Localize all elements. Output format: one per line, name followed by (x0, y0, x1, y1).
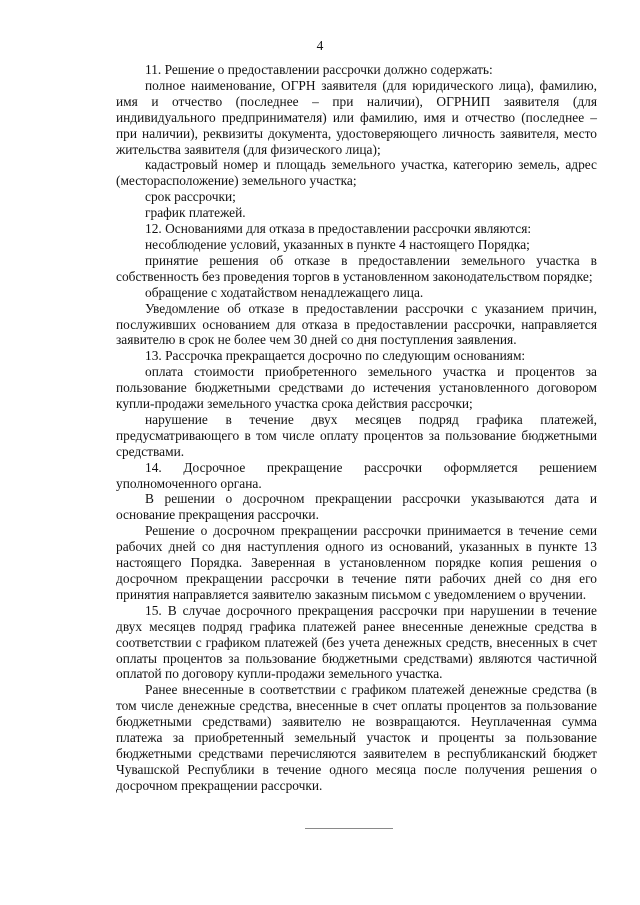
paragraph-11-heading: 11. Решение о предоставлении рассрочки должно содержать: (145, 62, 493, 77)
paragraph-11-item-term: срок рассрочки; (145, 189, 236, 205)
paragraph-14-decision: Решение о досрочном прекращении рассрочки принимается в течение семи рабочих дней со дня наступления одного из оснований, указанных в пункте 13 настоящего Порядка. Заверенная в установленном порядке копия решения о досрочном прекращении рассрочки в течение пяти рабочих дней со дня его принятия направляется заявителю заказным письмом с уведомлением о вручении. (116, 523, 597, 602)
paragraph-12-item-improper: обращение с ходатайством ненадлежащего лица. (145, 284, 424, 300)
paragraph-11-item-schedule: график платежей. (145, 205, 246, 221)
page-number: 4 (316, 38, 324, 53)
paragraph-12-heading: 12. Основаниями для отказа в предоставлении рассрочки являются: (145, 221, 532, 237)
end-divider (305, 828, 393, 829)
document-body (116, 62, 597, 794)
paragraph-12-notice: Уведомление об отказе в предоставлении рассрочки с указанием причин, послуживших основанием для отказа в предоставлении рассрочки, направляется заявителю в срок не более чем 30 дней со дня поступления заявления. (116, 300, 597, 348)
paragraph-12-item-conditions: несоблюдение условий, указанных в пункте 4 настоящего Порядка; (145, 236, 530, 252)
paragraph-13-heading: 13. Рассрочка прекращается досрочно по следующим основаниям: (145, 348, 526, 364)
paragraph-14-date: В решении о досрочном прекращении рассрочки указываются дата и основание прекращения рассрочки. (116, 491, 597, 523)
paragraph-11-item-cadastral: кадастровый номер и площадь земельного участка, категорию земель, адрес (месторасположение) земельного участка; (116, 157, 597, 189)
paragraph-15-heading: 15. В случае досрочного прекращения рассрочки при нарушении в течение двух месяцев подряд графика платежей ранее внесенные денежные средства в соответствии с графиком платежей (без учета денежных средств, внесенных в счет оплаты процентов за пользование бюджетными средствами) являются частичной оплатой по договору купли-продажи земельного участка. (116, 602, 597, 682)
paragraph-13-item-violation: нарушение в течение двух месяцев подряд графика платежей, предусматривающего в том числе оплату процентов за пользование бюджетными средствами. (116, 411, 597, 459)
paragraph-12-item-refusal: принятие решения об отказе в предоставлении земельного участка в собственность без проведения торгов в установленном законодательством порядке; (116, 252, 597, 284)
paragraph-15-refund: Ранее внесенные в соответствии с графиком платежей денежные средства (в том числе денежные средства, внесенные в счет оплаты процентов за пользование бюджетными средствами) заявителю не возвращаются. Неуплаченная сумма платежа за приобретенный земельный участок и проценты за пользование бюджетными средствами перечисляются заявителем в республиканский бюджет Чувашской Республики в течение одного месяца после получения решения о досрочном прекращении рассрочки. (116, 682, 597, 793)
paragraph-13-item-payment: оплата стоимости приобретенного земельного участка и процентов за пользование бюджетными средствами до истечения установленного договором купли-продажи земельного участка срока действия рассрочки; (116, 364, 597, 412)
paragraph-14-heading: 14. Досрочное прекращение рассрочки оформляется решением уполномоченного органа. (116, 459, 597, 491)
paragraph-11-item-name: полное наименование, ОГРН заявителя (для юридического лица), фамилию, имя и отчество (последнее – при наличии), ОГРНИП заявителя (для индивидуального предпринимателя) или фамилию, имя и отчество (последнее – при наличии), реквизиты документа, удостоверяющего личность заявителя, место жительства заявителя (для физического лица); (116, 77, 597, 157)
